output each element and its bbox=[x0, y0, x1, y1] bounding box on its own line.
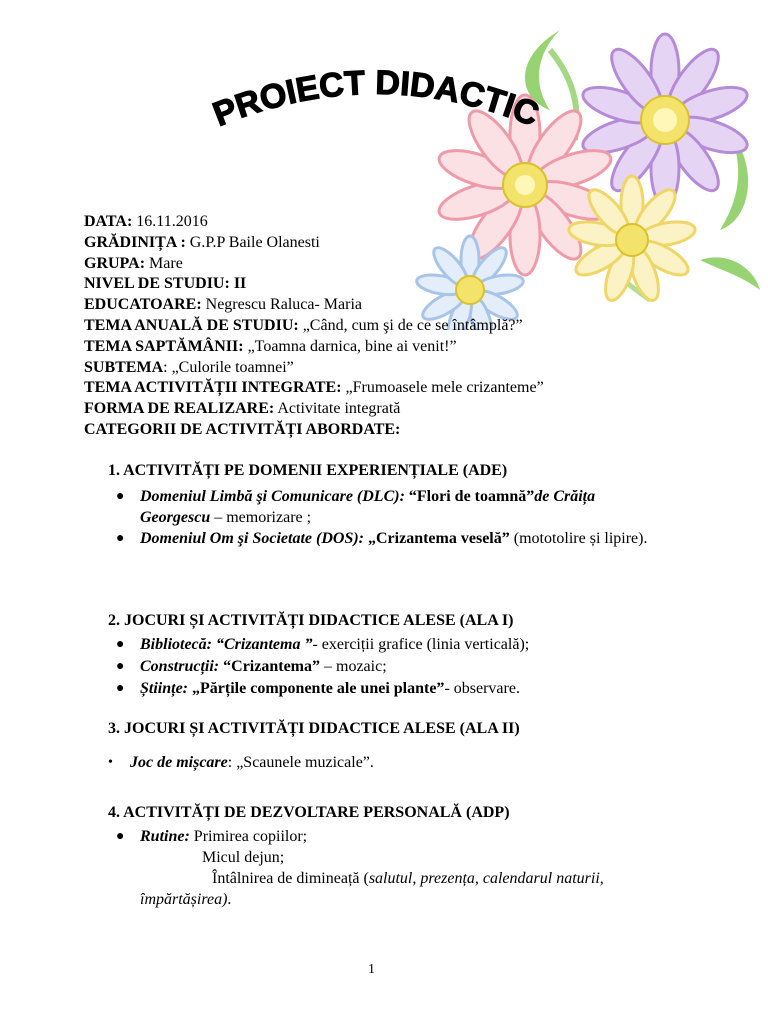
meta-kindergarten: GRĂDINIȚA : G.P.P Baile Olanesti bbox=[84, 233, 320, 251]
bullet-icon: ● bbox=[116, 681, 125, 696]
list-item: ● Bibliotecă: “Crizantema ”- exerciții grafice (linia verticală); bbox=[116, 636, 530, 653]
bullet-icon: ● bbox=[116, 637, 125, 652]
meta-date: DATA: 16.11.2016 bbox=[84, 213, 208, 230]
list-item: ● Domeniul Om şi Societate (DOS): „Crizantema veselă” (mototolire și lipire). bbox=[116, 530, 648, 547]
list-item: ● Științe: „Părțile componente ale unei plante”- observare. bbox=[116, 680, 520, 697]
bullet-icon: ● bbox=[116, 489, 125, 504]
section-heading-ade: 1. ACTIVITĂȚI PE DOMENII EXPERIENȚIALE (ADE) bbox=[108, 462, 508, 479]
meta-study-level: NIVEL DE STUDIU: II bbox=[84, 275, 247, 293]
svg-text:PROIECT DIDACTIC: PROIECT DIDACTIC bbox=[207, 63, 545, 134]
routine-morning-meeting: Întâlnirea de dimineață (salutul, prezența, calendarul naturii, împărtășirea). bbox=[140, 870, 604, 908]
bullet-icon: ● bbox=[116, 531, 125, 546]
routine-breakfast: Micul dejun; bbox=[202, 849, 285, 866]
bullet-icon: • bbox=[108, 755, 113, 770]
section-heading-ala1: 2. JOCURI ȘI ACTIVITĂȚI DIDACTICE ALESE (ALA I) bbox=[108, 612, 514, 629]
bullet-icon: ● bbox=[116, 829, 125, 844]
meta-categories: CATEGORII DE ACTIVITĂȚI ABORDATE: bbox=[84, 420, 401, 438]
project-metadata bbox=[84, 212, 544, 441]
list-item: ● Construcții: “Crizantema” – mozaic; bbox=[116, 658, 387, 675]
list-item: • Joc de mișcare: „Scaunele muzicale”. bbox=[108, 754, 374, 771]
meta-group: GRUPA: Mare bbox=[84, 254, 183, 272]
list-item: ● Rutine: Primirea copiilor; bbox=[116, 828, 308, 845]
meta-teacher: EDUCATOARE: Negrescu Raluca- Maria bbox=[84, 296, 363, 314]
section-heading-ala2: 3. JOCURI ȘI ACTIVITĂȚI DIDACTICE ALESE (ALA II) bbox=[108, 720, 520, 737]
list-item: ● Domeniul Limbă şi Comunicare (DLC): “Flori de toamnă”de Crăița Georgescu – memorizare ; bbox=[116, 488, 596, 526]
meta-integrated-theme: TEMA ACTIVITĂȚII INTEGRATE: „Frumoasele mele crizanteme” bbox=[84, 379, 544, 397]
document-title bbox=[206, 63, 546, 138]
meta-form: FORMA DE REALIZARE: Activitate integrată bbox=[84, 400, 401, 418]
page-number: 1 bbox=[368, 962, 375, 977]
meta-subtheme: SUBTEMA: „Culorile toamnei” bbox=[84, 358, 294, 376]
section-heading-adp: 4. ACTIVITĂȚI DE DEZVOLTARE PERSONALĂ (ADP) bbox=[108, 804, 510, 821]
bullet-icon: ● bbox=[116, 659, 125, 674]
meta-annual-theme: TEMA ANUALĂ DE STUDIU: „Când, cum şi de ce se întâmplă?” bbox=[84, 316, 523, 334]
meta-weekly-theme: TEMA SAPTĂMÂNII: „Toamna darnica, bine ai venit!” bbox=[84, 337, 457, 355]
